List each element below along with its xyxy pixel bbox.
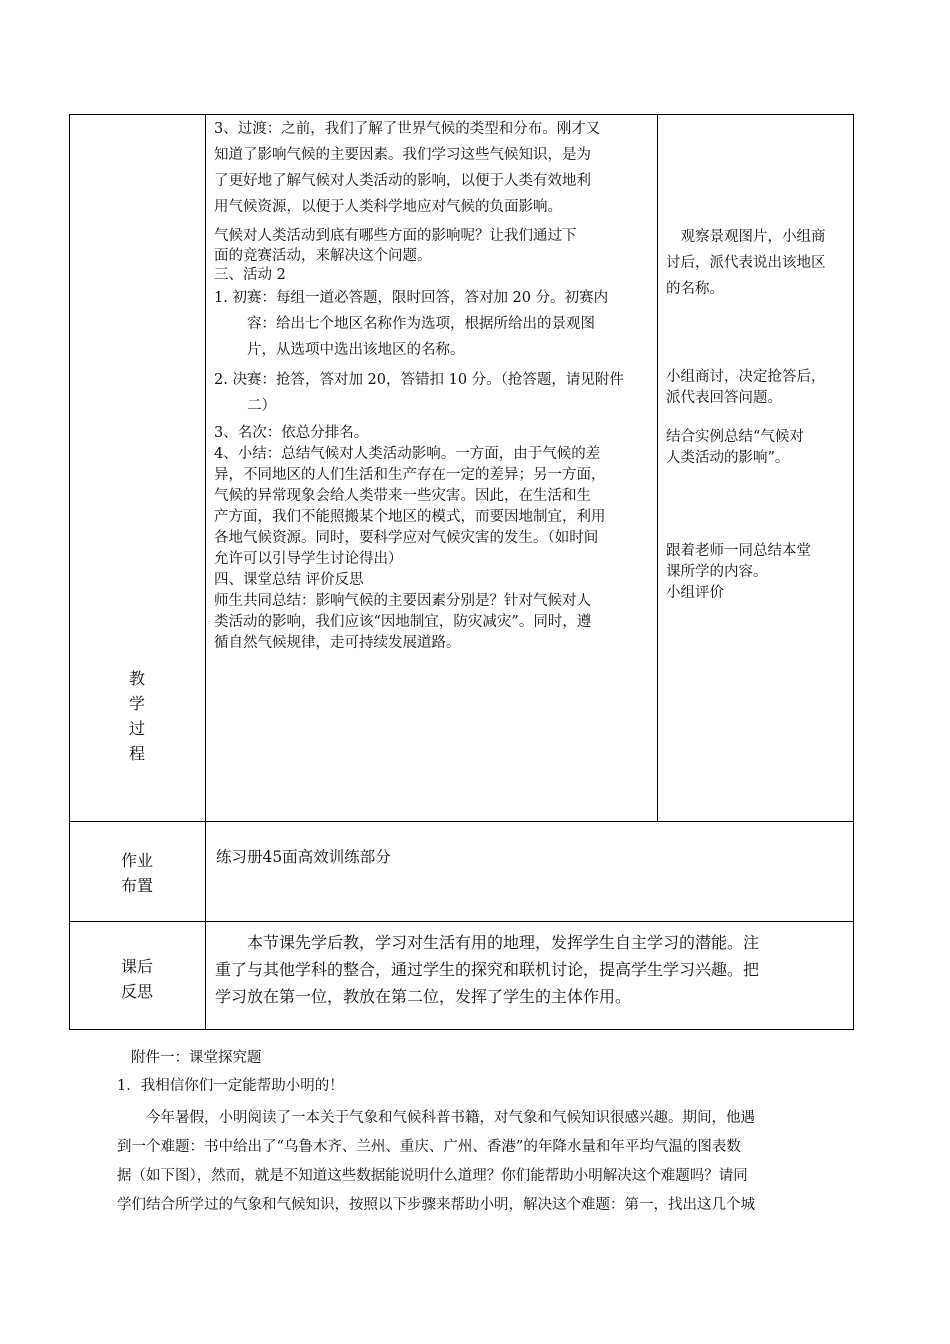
text-line: 结合实例总结“气候对	[666, 429, 804, 445]
text-line: 四、课堂总结 评价反思	[214, 572, 364, 588]
text-line: 小组商讨，决定抢答后，	[666, 369, 826, 385]
text-line: 了更好地了解气候对人类活动的影响，以便于人类有效地利	[214, 173, 591, 189]
text-line: 3、过渡：之前，我们了解了世界气候的类型和分布。刚才又	[214, 121, 601, 137]
text-line: 知道了影响气候的主要因素。我们学习这些气候知识，是为	[214, 147, 591, 163]
student-activity	[666, 224, 852, 302]
text-line: 气候对人类活动到底有哪些方面的影响呢？让我们通过下	[214, 228, 577, 244]
text-line: 1. 初赛：每组一道必答题，限时回答，答对加 20 分。初赛内	[214, 290, 609, 306]
text-line: 重了与其他学科的整合，通过学生的探究和联机讨论，提高学生学习兴趣。把	[215, 960, 760, 979]
text-line: 跟着老师一同总结本堂	[666, 543, 811, 559]
process-content	[214, 116, 654, 654]
text-line: 师生共同总结：影响气候的主要因素分别是？针对气候对人	[214, 593, 591, 609]
student-activity	[666, 427, 852, 469]
homework-content: 练习册45面高效训练部分	[216, 848, 391, 866]
text-line: 派代表回答问题。	[666, 390, 782, 406]
text-line: 4、小结：总结气候对人类活动影响。一方面，由于气候的差	[214, 446, 601, 462]
text-line: 三、活动 2	[214, 267, 286, 283]
text-line: 到一个难题：书中给出了“乌鲁木齐、兰州、重庆、广州、香港”的年降水量和年平均气温的图表数	[117, 1139, 741, 1155]
homework-label	[69, 848, 205, 898]
student-activity	[666, 541, 852, 604]
appendix-title: 附件一：课堂探究题	[131, 1050, 262, 1066]
table-border-top	[69, 114, 854, 115]
label-char: 学	[128, 694, 145, 713]
student-activity	[666, 367, 852, 409]
text-line: 小组评价	[666, 585, 724, 601]
text-line: 学习放在第一位，教放在第二位，发挥了学生的主体作用。	[215, 987, 632, 1006]
question-title: 1．我相信你们一定能帮助小明的！	[117, 1078, 344, 1094]
question-paragraph	[117, 1104, 852, 1220]
label-line: 课后	[120, 957, 153, 976]
lesson-table	[69, 114, 854, 1030]
text-line: 产方面，我们不能照搬某个地区的模式，而要因地制宜，利用	[214, 509, 606, 525]
column-divider	[657, 114, 658, 822]
table-border-bottom	[69, 1029, 854, 1030]
text-line: 各地气候资源。同时，要科学应对气候灾害的发生。（如时间	[214, 530, 599, 546]
row-divider	[69, 921, 854, 922]
text-line: 二）	[247, 398, 276, 414]
text-line: 观察景观图片，小组商	[680, 229, 826, 245]
label-line: 作业	[120, 851, 153, 870]
table-border-right	[853, 114, 854, 1030]
text-line: 容：给出七个地区名称作为选项，根据所给出的景观图	[247, 316, 595, 332]
process-label	[69, 666, 205, 766]
text-line: 据（如下图），然而，就是不知道这些数据能说明什么道理？你们能帮助小明解决这个难题吗？请同	[117, 1168, 748, 1184]
text-line: 3、名次：依总分排名。	[214, 425, 369, 441]
reflection-content	[215, 929, 851, 1010]
label-line: 反思	[120, 982, 153, 1001]
column-divider	[205, 114, 206, 1030]
text-line: 的名称。	[666, 281, 724, 297]
text-line: 异，不同地区的人们生活和生产存在一定的差异；另一方面，	[214, 467, 606, 483]
text-line: 学们结合所学过的气象和气候知识，按照以下步骤来帮助小明，解决这个难题：第一，找出这几个城	[117, 1197, 755, 1213]
label-char: 教	[128, 669, 145, 688]
text-line: 讨后，派代表说出该地区	[666, 255, 826, 271]
text-line: 2. 决赛：抢答，答对加 20，答错扣 10 分。（抢答题，请见附件	[214, 372, 624, 388]
text-line: 本节课先学后教，学习对生活有用的地理，发挥学生自主学习的潜能。注	[247, 933, 760, 952]
text-line: 气候的异常现象会给人类带来一些灾害。因此，在生活和生	[214, 488, 591, 504]
text-line: 今年暑假，小明阅读了一本关于气象和气候科普书籍，对气象和气候知识很感兴趣。期间，他遇	[146, 1110, 755, 1126]
text-line: 课所学的内容。	[666, 564, 768, 580]
row-divider	[69, 821, 854, 822]
text-line: 类活动的影响，我们应该“因地制宜，防灾减灾”。同时，遵	[214, 614, 592, 630]
label-char: 过	[128, 719, 145, 738]
text-line: 人类活动的影响”。	[666, 450, 790, 466]
text-line: 片，从选项中选出该地区的名称。	[247, 342, 465, 358]
label-line: 布置	[120, 876, 153, 895]
text-line: 循自然气候规律，走可持续发展道路。	[214, 635, 461, 651]
text-line: 面的竞赛活动，来解决这个问题。	[214, 248, 432, 264]
reflection-label	[69, 954, 205, 1004]
label-char: 程	[128, 744, 145, 763]
text-line: 允许可以引导学生讨论得出）	[214, 551, 403, 567]
text-line: 用气候资源，以便于人类科学地应对气候的负面影响。	[214, 199, 562, 215]
